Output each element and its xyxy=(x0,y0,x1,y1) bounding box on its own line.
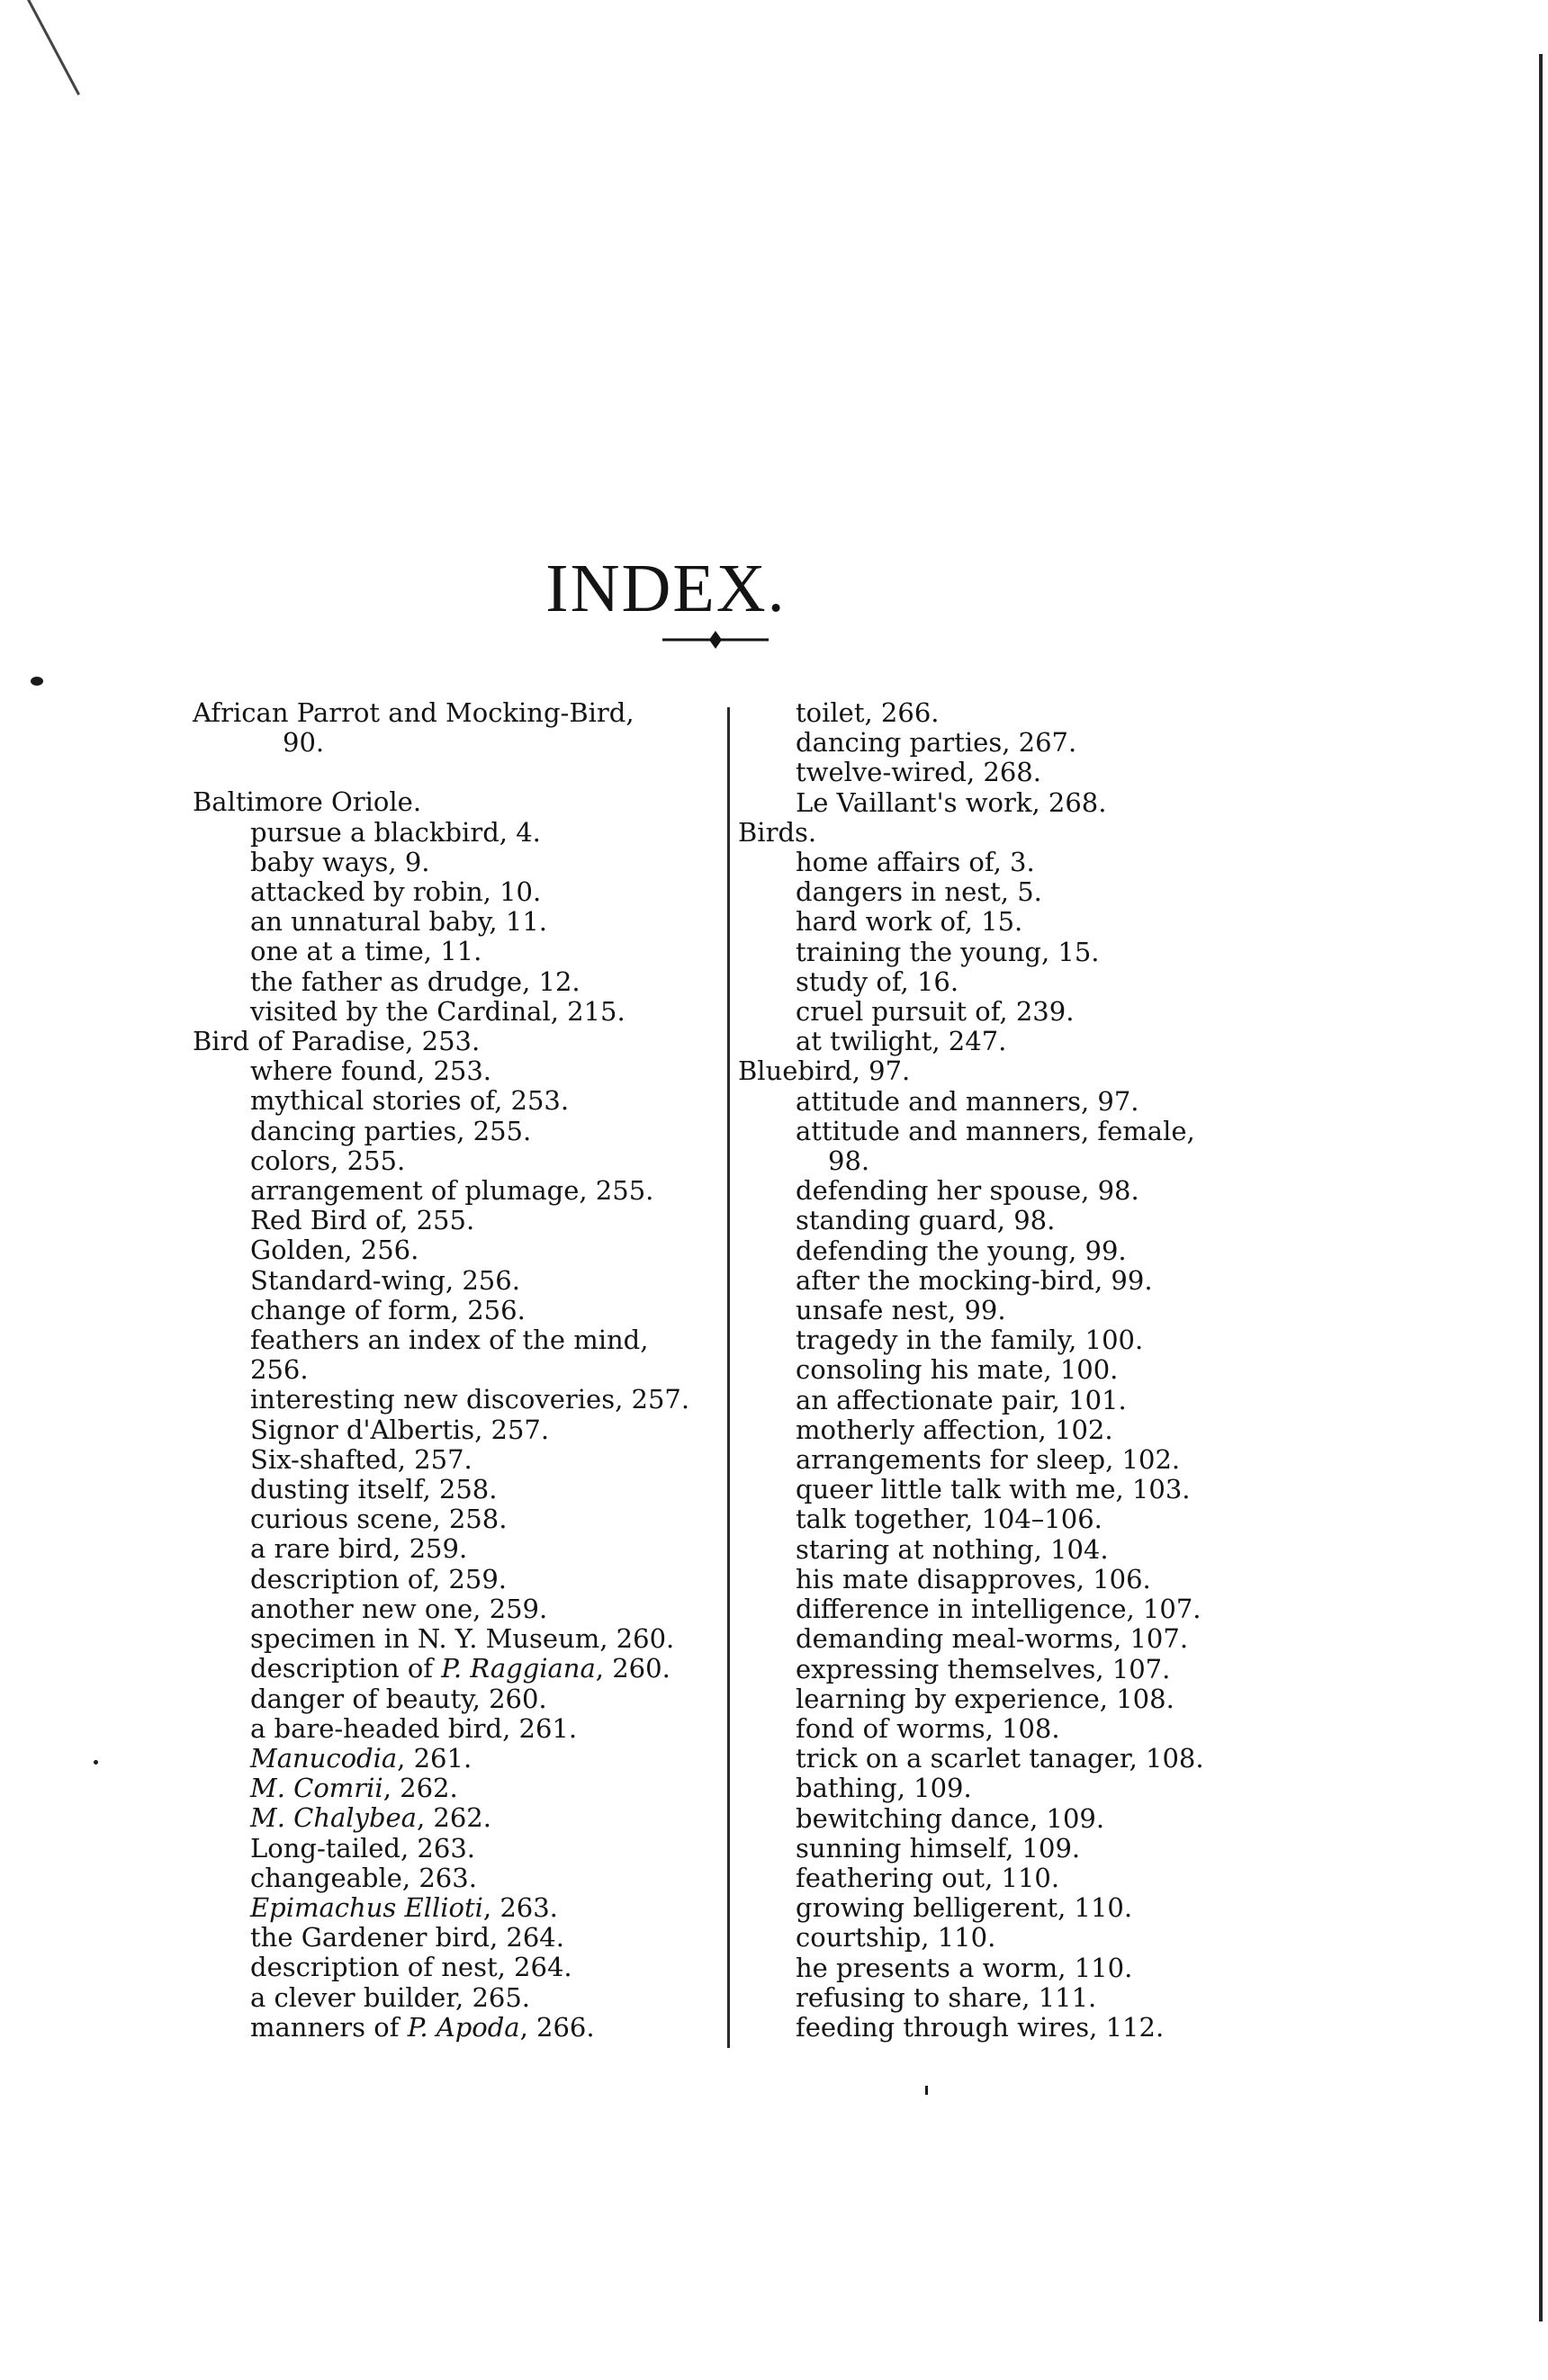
index-heading: African Parrot and Mocking-Bird, xyxy=(193,697,634,728)
index-subentry: Standard-wing, 256. xyxy=(250,1264,520,1296)
index-heading: Bird of Paradise, 253. xyxy=(193,1026,481,1057)
index-subentry: toilet, 266. xyxy=(796,697,940,728)
index-subentry: Six-shafted, 257. xyxy=(250,1443,472,1475)
index-subentry: mythical stories of, 253. xyxy=(250,1085,570,1117)
index-subentry: description of, 259. xyxy=(250,1563,508,1594)
index-subentry: consoling his mate, 100. xyxy=(796,1354,1119,1386)
index-subentry: he presents a worm, 110. xyxy=(796,1952,1133,1983)
index-subentry: danger of beauty, 260. xyxy=(250,1683,547,1714)
index-heading: Birds. xyxy=(738,816,817,848)
index-subentry: attacked by robin, 10. xyxy=(250,876,542,908)
index-subentry: where found, 253. xyxy=(250,1055,492,1087)
index-subentry: cruel pursuit of, 239. xyxy=(796,996,1075,1028)
index-subentry: dancing parties, 255. xyxy=(250,1115,532,1146)
index-subentry: training the young, 15. xyxy=(796,936,1100,967)
index-column-left xyxy=(193,698,724,2043)
index-subentry: study of, 16. xyxy=(796,965,959,997)
index-subentry: 98. xyxy=(828,1145,870,1177)
index-subentry: pursue a blackbird, 4. xyxy=(250,816,541,848)
index-subentry: dancing parties, 267. xyxy=(796,727,1077,759)
index-subentry: difference in intelligence, 107. xyxy=(796,1594,1202,1625)
index-subentry: Manucodia, 261. xyxy=(250,1742,472,1774)
index-subentry: an unnatural baby, 11. xyxy=(250,906,547,938)
index-subentry: Red Bird of, 255. xyxy=(250,1205,475,1236)
index-subentry: bewitching dance, 109. xyxy=(796,1802,1105,1834)
index-subentry: description of P. Raggiana, 260. xyxy=(250,1653,670,1684)
scan-speck xyxy=(94,1760,98,1765)
index-subentry: changeable, 263. xyxy=(250,1862,477,1893)
index-subentry: twelve-wired, 268. xyxy=(796,757,1041,788)
index-subentry: trick on a scarlet tanager, 108. xyxy=(796,1743,1204,1774)
scan-speck xyxy=(925,2086,928,2095)
index-subentry: change of form, 256. xyxy=(250,1294,526,1325)
index-subentry: after the mocking-bird, 99. xyxy=(796,1264,1153,1296)
index-subentry: feeding through wires, 112. xyxy=(796,2011,1165,2043)
page-edge-shadow xyxy=(1539,54,1543,2322)
index-subentry: refusing to share, 111. xyxy=(796,1981,1097,2013)
page-title: INDEX. xyxy=(545,550,787,626)
scan-speck xyxy=(31,677,43,686)
index-subentry: one at a time, 11. xyxy=(250,936,482,967)
index-subentry: hard work of, 15. xyxy=(796,906,1023,938)
index-subentry: Long-tailed, 263. xyxy=(250,1832,475,1864)
index-subentry: an affectionate pair, 101. xyxy=(796,1384,1127,1415)
index-subentry: defending the young, 99. xyxy=(796,1235,1127,1266)
index-subentry: tragedy in the family, 100. xyxy=(796,1325,1144,1356)
index-subentry: Le Vaillant's work, 268. xyxy=(796,786,1107,818)
title-ornament xyxy=(657,628,774,651)
index-subentry: the Gardener bird, 264. xyxy=(250,1922,564,1953)
index-subentry: fond of worms, 108. xyxy=(796,1712,1060,1744)
index-subentry: demanding meal-worms, 107. xyxy=(796,1623,1189,1655)
index-subentry: standing guard, 98. xyxy=(796,1205,1056,1236)
index-subentry: feathering out, 110. xyxy=(796,1862,1060,1893)
index-subentry: attitude and manners, female, xyxy=(796,1115,1195,1146)
index-subentry: staring at nothing, 104. xyxy=(796,1533,1109,1565)
index-subentry: baby ways, 9. xyxy=(250,846,430,877)
index-subentry: defending her spouse, 98. xyxy=(796,1175,1139,1207)
index-subentry: unsafe nest, 99. xyxy=(796,1295,1006,1326)
index-subentry: description of nest, 264. xyxy=(250,1952,572,1983)
index-subentry: curious scene, 258. xyxy=(250,1504,508,1535)
index-subentry: a rare bird, 259. xyxy=(250,1533,468,1565)
index-subentry: learning by experience, 108. xyxy=(796,1683,1174,1714)
index-subentry: 90. xyxy=(283,727,325,759)
index-subentry: motherly affection, 102. xyxy=(796,1414,1113,1445)
column-divider xyxy=(727,707,730,2048)
index-subentry: attitude and manners, 97. xyxy=(796,1085,1139,1117)
index-subentry: visited by the Cardinal, 215. xyxy=(250,995,626,1027)
index-subentry: manners of P. Apoda, 266. xyxy=(250,2011,595,2043)
index-subentry: 256. xyxy=(250,1354,309,1386)
scan-corner-mark xyxy=(27,0,80,95)
index-subentry: dusting itself, 258. xyxy=(250,1474,498,1505)
index-subentry: specimen in N. Y. Museum, 260. xyxy=(250,1623,675,1655)
index-subentry: at twilight, 247. xyxy=(796,1026,1007,1057)
index-subentry: expressing themselves, 107. xyxy=(796,1653,1171,1684)
index-subentry: Golden, 256. xyxy=(250,1235,419,1266)
index-heading: Baltimore Oriole. xyxy=(193,786,422,818)
index-subentry: Epimachus Ellioti, 263. xyxy=(250,1891,558,1923)
index-subentry: Signor d'Albertis, 257. xyxy=(250,1414,550,1445)
index-subentry: courtship, 110. xyxy=(796,1922,996,1953)
index-subentry: home affairs of, 3. xyxy=(796,847,1035,878)
index-subentry: the father as drudge, 12. xyxy=(250,965,580,997)
index-subentry: bathing, 109. xyxy=(796,1773,972,1804)
index-subentry: colors, 255. xyxy=(250,1145,406,1176)
index-subentry: talk together, 104–106. xyxy=(796,1504,1102,1535)
index-subentry: another new one, 259. xyxy=(250,1593,548,1624)
index-subentry: arrangements for sleep, 102. xyxy=(796,1444,1181,1476)
index-subentry: his mate disapproves, 106. xyxy=(796,1563,1151,1594)
index-subentry: M. Comrii, 262. xyxy=(250,1773,458,1804)
index-subentry: a clever builder, 265. xyxy=(250,1981,531,2013)
index-subentry: queer little talk with me, 103. xyxy=(796,1474,1191,1505)
index-subentry: feathers an index of the mind, xyxy=(250,1325,649,1356)
index-subentry: a bare-headed bird, 261. xyxy=(250,1712,578,1744)
index-heading: Bluebird, 97. xyxy=(738,1055,911,1087)
index-subentry: interesting new discoveries, 257. xyxy=(250,1384,690,1415)
index-subentry: dangers in nest, 5. xyxy=(796,876,1042,908)
entry-spacer xyxy=(193,758,724,787)
index-column-right xyxy=(738,698,1278,2043)
index-subentry: growing belligerent, 110. xyxy=(796,1892,1133,1924)
index-subentry: M. Chalybea, 262. xyxy=(250,1802,491,1834)
index-subentry: arrangement of plumage, 255. xyxy=(250,1175,654,1207)
index-subentry: sunning himself, 109. xyxy=(796,1832,1081,1864)
